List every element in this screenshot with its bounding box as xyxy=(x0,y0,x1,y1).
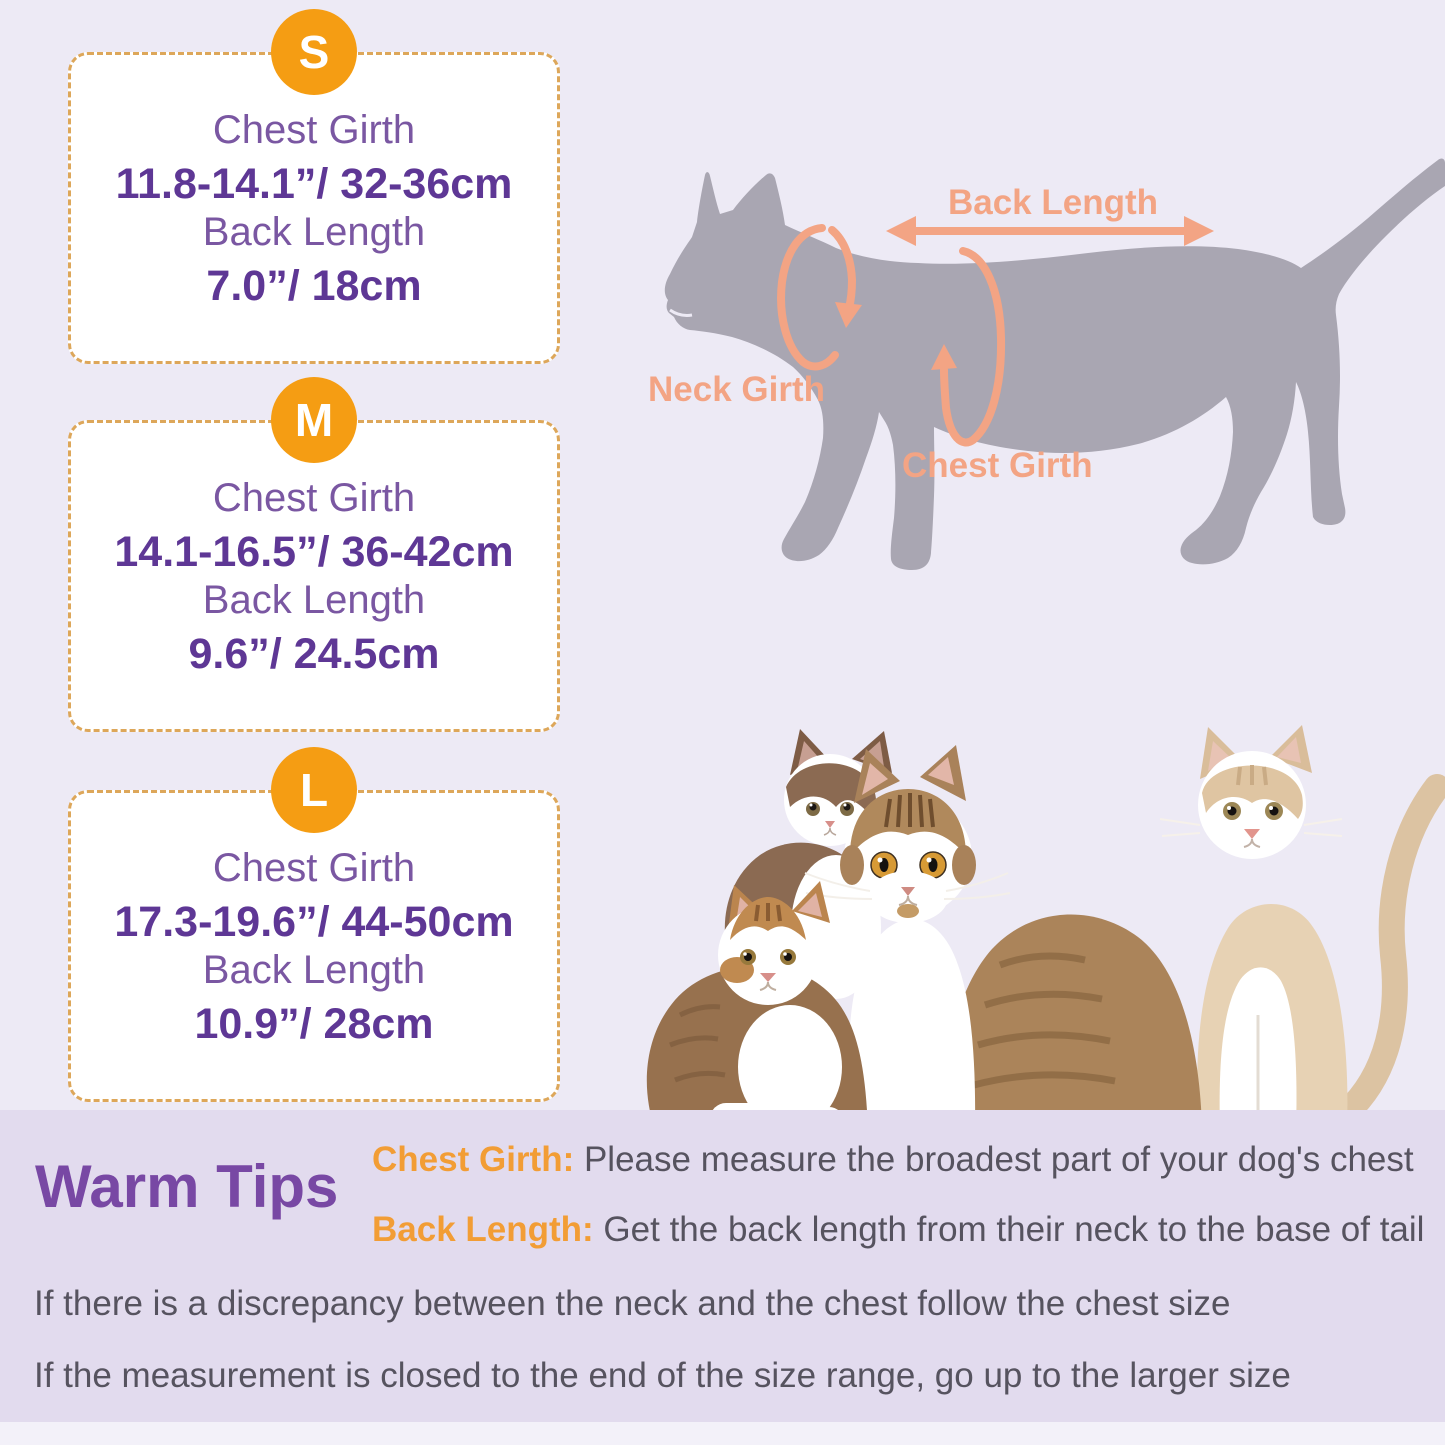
note-discrepancy: If there is a discrepancy between the neck and the chest follow the chest size xyxy=(34,1284,1231,1323)
size-badge-l: L xyxy=(271,747,357,833)
diagram-chest-girth-label: Chest Girth xyxy=(902,446,1093,485)
back-length-value: 10.9”/ 28cm xyxy=(194,1000,434,1049)
size-card-m xyxy=(68,394,560,732)
tip-back-length-label: Back Length: xyxy=(372,1210,594,1249)
tip-chest-girth-label: Chest Girth: xyxy=(372,1140,575,1179)
warm-tips-title: Warm Tips xyxy=(35,1153,339,1220)
size-card-s xyxy=(68,26,560,364)
diagram-neck-girth-label: Neck Girth xyxy=(648,370,825,409)
footer-strip xyxy=(0,1422,1445,1445)
chest-girth-value: 11.8-14.1”/ 32-36cm xyxy=(115,160,513,208)
tip-back-length-text: Get the back length from their neck to the base of tail xyxy=(593,1210,1425,1249)
cats-photo-illustration xyxy=(640,715,1445,1140)
diagram-back-length-label: Back Length xyxy=(947,183,1159,222)
size-badge-m: M xyxy=(271,377,357,463)
chest-girth-value: 17.3-19.6”/ 44-50cm xyxy=(114,898,514,946)
back-length-label: Back Length xyxy=(202,578,426,623)
chest-girth-label: Chest Girth xyxy=(212,476,416,520)
tip-chest-girth xyxy=(372,1141,1414,1180)
back-length-value: 9.6”/ 24.5cm xyxy=(188,630,440,679)
back-length-label: Back Length xyxy=(202,210,426,255)
back-length-label: Back Length xyxy=(202,948,426,993)
back-length-value: 7.0”/ 18cm xyxy=(206,262,422,311)
chest-girth-value: 14.1-16.5”/ 36-42cm xyxy=(114,528,514,576)
size-card-l xyxy=(68,764,560,1102)
chest-girth-label: Chest Girth xyxy=(212,108,416,152)
kitten-cream-right xyxy=(1160,725,1437,1130)
note-size-range: If the measurement is closed to the end of the size range, go up to the larger size xyxy=(34,1356,1291,1395)
tip-chest-girth-text: Please measure the broadest part of your dog's chest xyxy=(574,1140,1414,1179)
chest-girth-label: Chest Girth xyxy=(212,846,416,890)
size-badge-s: S xyxy=(271,9,357,95)
tip-back-length xyxy=(372,1211,1424,1250)
